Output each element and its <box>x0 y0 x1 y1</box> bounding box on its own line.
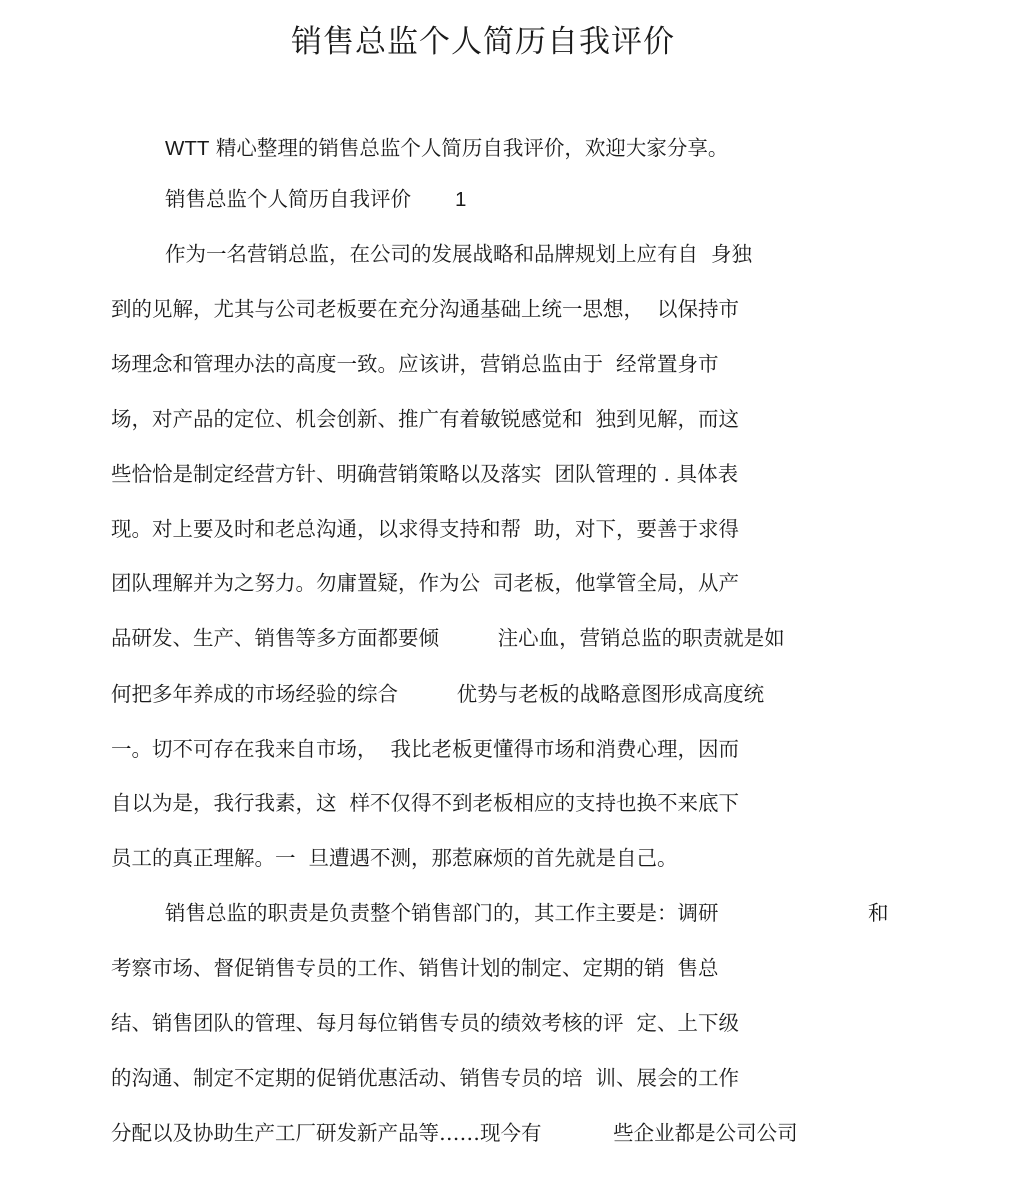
paragraph-line: 些恰恰是制定经营方针、明确营销策略以及落实 团队管理的 . 具体表 <box>111 462 739 486</box>
paragraph-line: 结、销售团队的管理、每月每位销售专员的绩效考核的评 定、上下级 <box>111 1011 740 1035</box>
section-heading <box>165 189 466 211</box>
section-heading-number: 1 <box>455 188 467 211</box>
paragraph-line: 的沟通、制定不定期的促销优惠活动、销售专员的培 训、展会的工作 <box>111 1066 740 1090</box>
section-heading-label: 销售总监个人简历自我评价 <box>165 187 411 211</box>
intro-text: 精心整理的销售总监个人简历自我评价，欢迎大家分享。 <box>209 136 729 160</box>
paragraph-line: 何把多年养成的市场经验的综合 优势与老板的战略意图形成高度统 <box>111 682 765 706</box>
paragraph-line: 作为一名营销总监，在公司的发展战略和品牌规划上应有自 身独 <box>165 242 753 266</box>
paragraph-line: 销售总监的职责是负责整个销售部门的，其工作主要是：调研 <box>165 901 719 925</box>
paragraph-line: 现。对上要及时和老总沟通，以求得支持和帮 助，对下，要善于求得 <box>111 517 740 541</box>
paragraph-line: 场理念和管理办法的高度一致。应该讲，营销总监由于 经常置身市 <box>111 352 719 376</box>
page-title: 销售总监个人简历自我评价 <box>291 24 675 60</box>
paragraph-line: 到的见解，尤其与公司老板要在充分沟通基础上统一思想， 以保持市 <box>111 297 740 321</box>
paragraph-line: 考察市场、督促销售专员的工作、销售计划的制定、定期的销 售总 <box>111 956 719 980</box>
paragraph-line: 品研发、生产、销售等多方面都要倾 注心血，营销总监的职责就是如 <box>111 626 785 650</box>
brand-name: WTT <box>165 137 210 160</box>
paragraph-line: 一。切不可存在我来自市场， 我比老板更懂得市场和消费心理，因而 <box>111 737 740 761</box>
paragraph-line: 场，对产品的定位、机会创新、推广有着敏锐感觉和 独到见解，而这 <box>111 407 740 431</box>
intro-line <box>165 138 728 160</box>
paragraph-line-tail: 和 <box>868 901 889 925</box>
paragraph-line: 团队理解并为之努力。勿庸置疑，作为公 司老板，他掌管全局，从产 <box>111 571 740 595</box>
paragraph-line: 分配以及协助生产工厂研发新产品等……现今有 些企业都是公司公司 <box>111 1121 798 1145</box>
paragraph-line: 员工的真正理解。一 旦遭遇不测，那惹麻烦的首先就是自己。 <box>111 846 678 870</box>
paragraph-line: 自以为是，我行我素，这 样不仅得不到老板相应的支持也换不来底下 <box>111 791 740 815</box>
